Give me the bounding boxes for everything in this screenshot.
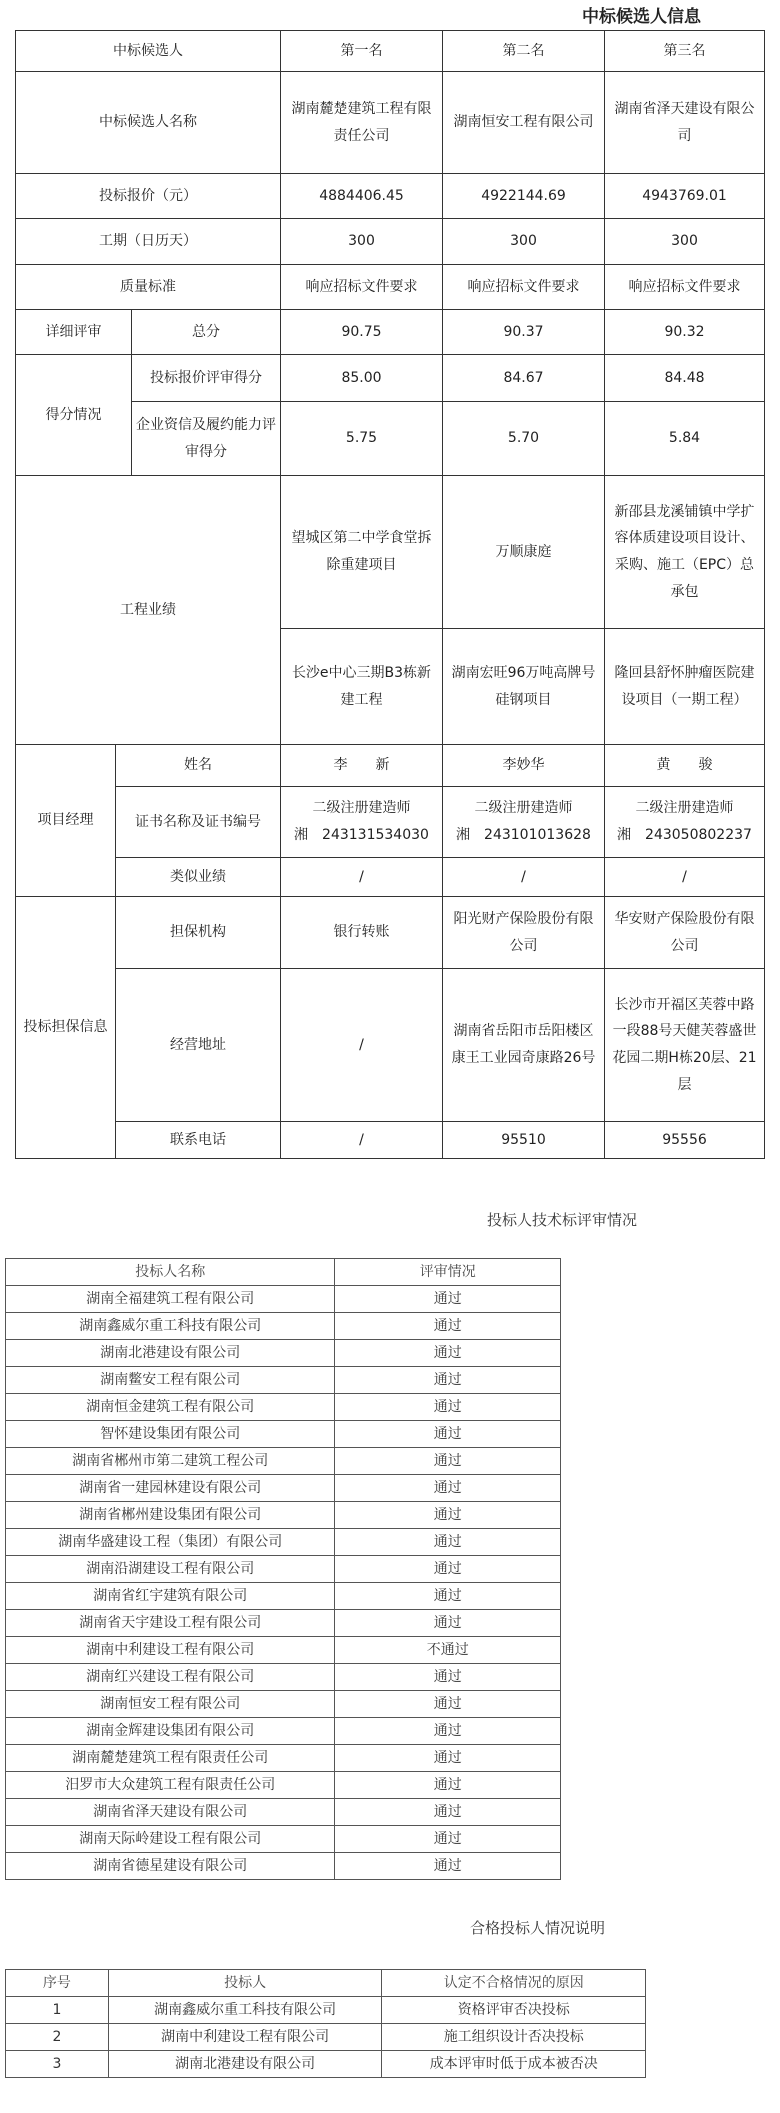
table-row	[6, 1286, 561, 1313]
bid-price: 4943769.01	[604, 173, 765, 219]
header-review-result: 评审情况	[335, 1259, 561, 1286]
table-row	[6, 2051, 646, 2078]
bidder-name: 湖南恒安工程有限公司	[6, 1691, 335, 1718]
quality-value: 响应招标文件要求	[442, 264, 605, 310]
quality-value: 响应招标文件要求	[604, 264, 765, 310]
review-result: 通过	[335, 1394, 561, 1421]
table-row	[6, 1691, 561, 1718]
detail-review-label: 详细评审	[15, 309, 132, 355]
guarantee-addr-label: 经营地址	[115, 968, 281, 1122]
qual-score: 5.75	[280, 401, 443, 476]
review-result: 通过	[335, 1340, 561, 1367]
bid-price: 4884406.45	[280, 173, 443, 219]
bidder-name: 湖南红兴建设工程有限公司	[6, 1664, 335, 1691]
tech-review-title: 投标人技术标评审情况	[487, 1211, 638, 1229]
review-result: 通过	[335, 1313, 561, 1340]
disqualify-reason: 资格评审否决投标	[382, 1997, 646, 2024]
quality-value: 响应招标文件要求	[280, 264, 443, 310]
review-result: 通过	[335, 1745, 561, 1772]
pm-cert: 二级注册建造师 湘 243131534030	[280, 786, 443, 858]
table-row	[6, 1997, 646, 2024]
name-label: 中标候选人名称	[15, 71, 281, 174]
pm-cert: 二级注册建造师 湘 243050802237	[604, 786, 765, 858]
total-label: 总分	[131, 309, 281, 355]
row-index: 3	[6, 2051, 109, 2078]
table-row	[6, 1313, 561, 1340]
col-header-third: 第三名	[604, 30, 765, 72]
pm-name-label: 姓名	[115, 744, 281, 787]
header-bidder: 投标人	[108, 1970, 382, 1997]
table-row	[6, 1529, 561, 1556]
bidder-name: 湖南鑫威尔重工科技有限公司	[108, 1997, 382, 2024]
header-reason: 认定不合格情况的原因	[382, 1970, 646, 1997]
bidder-name: 湖南全福建筑工程有限公司	[6, 1286, 335, 1313]
bidder-name: 汨罗市大众建筑工程有限责任公司	[6, 1772, 335, 1799]
performance-project: 隆回县舒怀肿瘤医院建设项目（一期工程）	[604, 628, 765, 745]
review-result: 通过	[335, 1772, 561, 1799]
bidder-name: 湖南北港建设有限公司	[108, 2051, 382, 2078]
total-score: 90.75	[280, 309, 443, 355]
bidder-name: 湖南金辉建设集团有限公司	[6, 1718, 335, 1745]
review-result: 通过	[335, 1853, 561, 1880]
total-score: 90.32	[604, 309, 765, 355]
review-result: 不通过	[335, 1637, 561, 1664]
table-row	[6, 1556, 561, 1583]
guarantee-tel: 95556	[604, 1121, 765, 1159]
guarantee-label: 投标担保信息	[15, 896, 116, 1159]
bidder-name: 湖南省泽天建设有限公司	[6, 1799, 335, 1826]
review-result: 通过	[335, 1826, 561, 1853]
pm-similar: /	[604, 857, 765, 897]
header-index: 序号	[6, 1970, 109, 1997]
pm-name: 李 新	[280, 744, 443, 787]
score-detail-label: 得分情况	[15, 354, 132, 476]
table-row	[6, 1448, 561, 1475]
guarantee-addr: 湖南省岳阳市岳阳楼区康王工业园奇康路26号	[442, 968, 605, 1122]
bidder-name: 湖南省一建园林建设有限公司	[6, 1475, 335, 1502]
price-score: 85.00	[280, 354, 443, 402]
guarantee-addr: /	[280, 968, 443, 1122]
bidder-name: 湖南鳖安工程有限公司	[6, 1367, 335, 1394]
bidder-name: 湖南麓楚建筑工程有限责任公司	[6, 1745, 335, 1772]
review-result: 通过	[335, 1718, 561, 1745]
review-result: 通过	[335, 1475, 561, 1502]
disqualify-reason: 成本评审时低于成本被否决	[382, 2051, 646, 2078]
qualified-title: 合格投标人情况说明	[470, 1919, 606, 1937]
col-header-second: 第二名	[442, 30, 605, 72]
review-result: 通过	[335, 1421, 561, 1448]
bidder-name: 湖南恒金建筑工程有限公司	[6, 1394, 335, 1421]
guarantee-tel: 95510	[442, 1121, 605, 1159]
performance-project: 湖南宏旺96万吨高牌号硅钢项目	[442, 628, 605, 745]
table-row	[6, 1421, 561, 1448]
bidder-name: 湖南省天宇建设工程有限公司	[6, 1610, 335, 1637]
pm-name: 黄 骏	[604, 744, 765, 787]
review-result: 通过	[335, 1583, 561, 1610]
bidder-name: 湖南沿湖建设工程有限公司	[6, 1556, 335, 1583]
guarantee-tel-label: 联系电话	[115, 1121, 281, 1159]
table-row	[6, 1799, 561, 1826]
table-row	[6, 1637, 561, 1664]
price-score: 84.48	[604, 354, 765, 402]
table-header-row	[6, 1970, 646, 1997]
table-row	[6, 1475, 561, 1502]
tech-review-table	[5, 1258, 561, 1880]
period-value: 300	[442, 218, 605, 265]
disqualify-reason: 施工组织设计否决投标	[382, 2024, 646, 2051]
quality-label: 质量标准	[15, 264, 281, 310]
review-result: 通过	[335, 1556, 561, 1583]
table-row	[6, 1718, 561, 1745]
candidate-name: 湖南省泽天建设有限公司	[604, 71, 765, 174]
price-label: 投标报价（元）	[15, 173, 281, 219]
qualified-bidders-table	[5, 1969, 646, 2078]
col-header-first: 第一名	[280, 30, 443, 72]
period-label: 工期（日历天）	[15, 218, 281, 265]
pm-similar: /	[442, 857, 605, 897]
bidder-name: 湖南省德星建设有限公司	[6, 1853, 335, 1880]
bidder-name: 湖南华盛建设工程（集团）有限公司	[6, 1529, 335, 1556]
bidder-name: 湖南省郴州市第二建筑工程公司	[6, 1448, 335, 1475]
performance-label: 工程业绩	[15, 475, 281, 745]
guarantee-addr: 长沙市开福区芙蓉中路一段88号天健芙蓉盛世花园二期H栋20层、21层	[604, 968, 765, 1122]
table-row	[6, 1664, 561, 1691]
performance-project: 万顺康庭	[442, 475, 605, 629]
bidder-name: 湖南北港建设有限公司	[6, 1340, 335, 1367]
guarantee-tel: /	[280, 1121, 443, 1159]
table-header-row	[6, 1259, 561, 1286]
row-index: 1	[6, 1997, 109, 2024]
pm-similar: /	[280, 857, 443, 897]
price-score-label: 投标报价评审得分	[131, 354, 281, 402]
pm-similar-label: 类似业绩	[115, 857, 281, 897]
review-result: 通过	[335, 1502, 561, 1529]
review-result: 通过	[335, 1610, 561, 1637]
pm-label: 项目经理	[15, 744, 116, 897]
table-row	[6, 1367, 561, 1394]
performance-project: 新邵县龙溪铺镇中学扩容体质建设项目设计、采购、施工（EPC）总承包	[604, 475, 765, 629]
price-score: 84.67	[442, 354, 605, 402]
winner-table-title: 中标候选人信息	[582, 7, 701, 27]
candidate-name: 湖南恒安工程有限公司	[442, 71, 605, 174]
table-row	[6, 1502, 561, 1529]
review-result: 通过	[335, 1691, 561, 1718]
review-result: 通过	[335, 1367, 561, 1394]
review-result: 通过	[335, 1529, 561, 1556]
pm-cert: 二级注册建造师 湘 243101013628	[442, 786, 605, 858]
period-value: 300	[604, 218, 765, 265]
pm-cert-label: 证书名称及证书编号	[115, 786, 281, 858]
bidder-name: 湖南鑫威尔重工科技有限公司	[6, 1313, 335, 1340]
table-row	[6, 1853, 561, 1880]
table-row	[6, 1583, 561, 1610]
header-bidder-name: 投标人名称	[6, 1259, 335, 1286]
qual-score-label: 企业资信及履约能力评审得分	[131, 401, 281, 476]
bid-price: 4922144.69	[442, 173, 605, 219]
bidder-name: 湖南省郴州建设集团有限公司	[6, 1502, 335, 1529]
guarantee-org-label: 担保机构	[115, 896, 281, 969]
total-score: 90.37	[442, 309, 605, 355]
table-row	[6, 1340, 561, 1367]
review-result: 通过	[335, 1448, 561, 1475]
qual-score: 5.70	[442, 401, 605, 476]
table-row	[6, 1826, 561, 1853]
review-result: 通过	[335, 1664, 561, 1691]
table-row	[6, 1745, 561, 1772]
bidder-name: 智怀建设集团有限公司	[6, 1421, 335, 1448]
table-row	[6, 1610, 561, 1637]
table-row	[6, 1394, 561, 1421]
pm-name: 李妙华	[442, 744, 605, 787]
performance-project: 望城区第二中学食堂拆除重建项目	[280, 475, 443, 629]
qual-score: 5.84	[604, 401, 765, 476]
row-index: 2	[6, 2024, 109, 2051]
table-row	[6, 1772, 561, 1799]
period-value: 300	[280, 218, 443, 265]
guarantee-org: 阳光财产保险股份有限公司	[442, 896, 605, 969]
guarantee-org: 银行转账	[280, 896, 443, 969]
bidder-name: 湖南中利建设工程有限公司	[6, 1637, 335, 1664]
bidder-name: 湖南中利建设工程有限公司	[108, 2024, 382, 2051]
bidder-name: 湖南省红宇建筑有限公司	[6, 1583, 335, 1610]
performance-project: 长沙e中心三期B3栋新建工程	[280, 628, 443, 745]
review-result: 通过	[335, 1799, 561, 1826]
bidder-name: 湖南天际岭建设工程有限公司	[6, 1826, 335, 1853]
col-header-candidate: 中标候选人	[15, 30, 281, 72]
table-row	[6, 2024, 646, 2051]
guarantee-org: 华安财产保险股份有限公司	[604, 896, 765, 969]
candidate-name: 湖南麓楚建筑工程有限责任公司	[280, 71, 443, 174]
review-result: 通过	[335, 1286, 561, 1313]
